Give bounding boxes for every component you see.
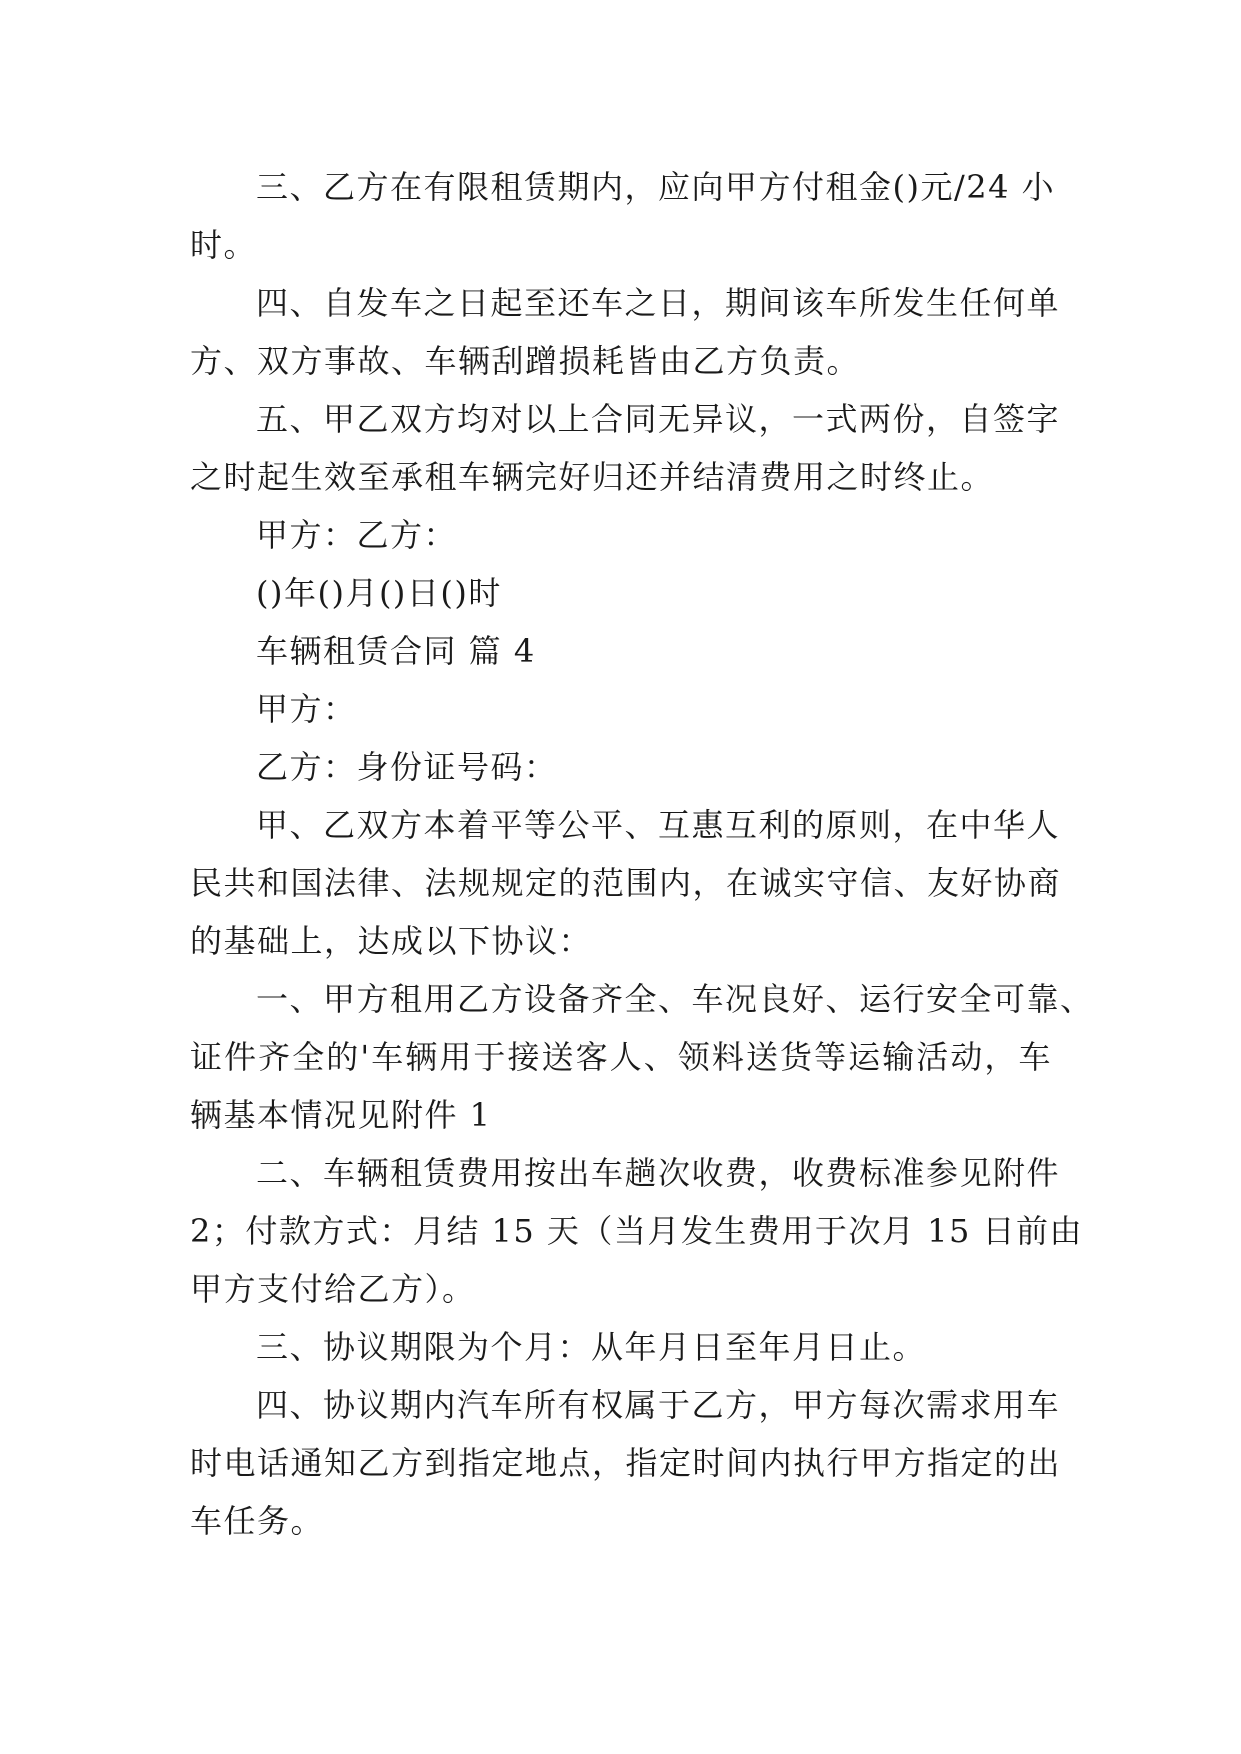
date-line: ()年()月()日()时 xyxy=(256,574,502,612)
text-line: 三、协议期限为个月：从年月日至年月日止。 xyxy=(256,1328,927,1366)
text-line: 车任务。 xyxy=(190,1502,325,1540)
text-line: 时。 xyxy=(190,226,258,264)
text-line: 二、车辆租赁费用按出车趟次收费，收费标准参见附件 xyxy=(256,1154,1061,1192)
text-line: 辆基本情况见附件 1 xyxy=(190,1096,492,1134)
text-line: 的基础上，达成以下协议： xyxy=(190,922,593,960)
text-line: 一、甲方租用乙方设备齐全、车况良好、运行安全可靠、 xyxy=(256,980,1094,1018)
text-line: 三、乙方在有限租赁期内，应向甲方付租金()元/24 小 xyxy=(256,168,1056,206)
text-line: 四、自发车之日起至还车之日，期间该车所发生任何单 xyxy=(256,284,1061,322)
party-b-label: 乙方：身份证号码： xyxy=(256,748,558,786)
text-line: 四、协议期内汽车所有权属于乙方，甲方每次需求用车 xyxy=(256,1386,1061,1424)
party-a-label: 甲方： xyxy=(256,690,357,728)
text-line: 时电话通知乙方到指定地点，指定时间内执行甲方指定的出 xyxy=(190,1444,1062,1482)
text-line: 2；付款方式：月结 15 天（当月发生费用于次月 15 日前由 xyxy=(190,1212,1083,1250)
signature-parties-line: 甲方：乙方： xyxy=(256,516,458,554)
text-line: 民共和国法律、法规规定的范围内，在诚实守信、友好协商 xyxy=(190,864,1062,902)
document-body xyxy=(190,158,1094,1550)
text-line: 甲、乙双方本着平等公平、互惠互利的原则，在中华人 xyxy=(256,806,1061,844)
text-line: 方、双方事故、车辆刮蹭损耗皆由乙方负责。 xyxy=(190,342,861,380)
text-line: 之时起生效至承租车辆完好归还并结清费用之时终止。 xyxy=(190,458,995,496)
section-heading: 车辆租赁合同 篇 4 xyxy=(256,632,536,670)
text-line: 五、甲乙双方均对以上合同无异议，一式两份，自签字 xyxy=(256,400,1061,438)
text-line: 甲方支付给乙方）。 xyxy=(190,1270,476,1308)
text-line: 证件齐全的'车辆用于接送客人、领料送货等运输活动，车 xyxy=(190,1038,1052,1076)
